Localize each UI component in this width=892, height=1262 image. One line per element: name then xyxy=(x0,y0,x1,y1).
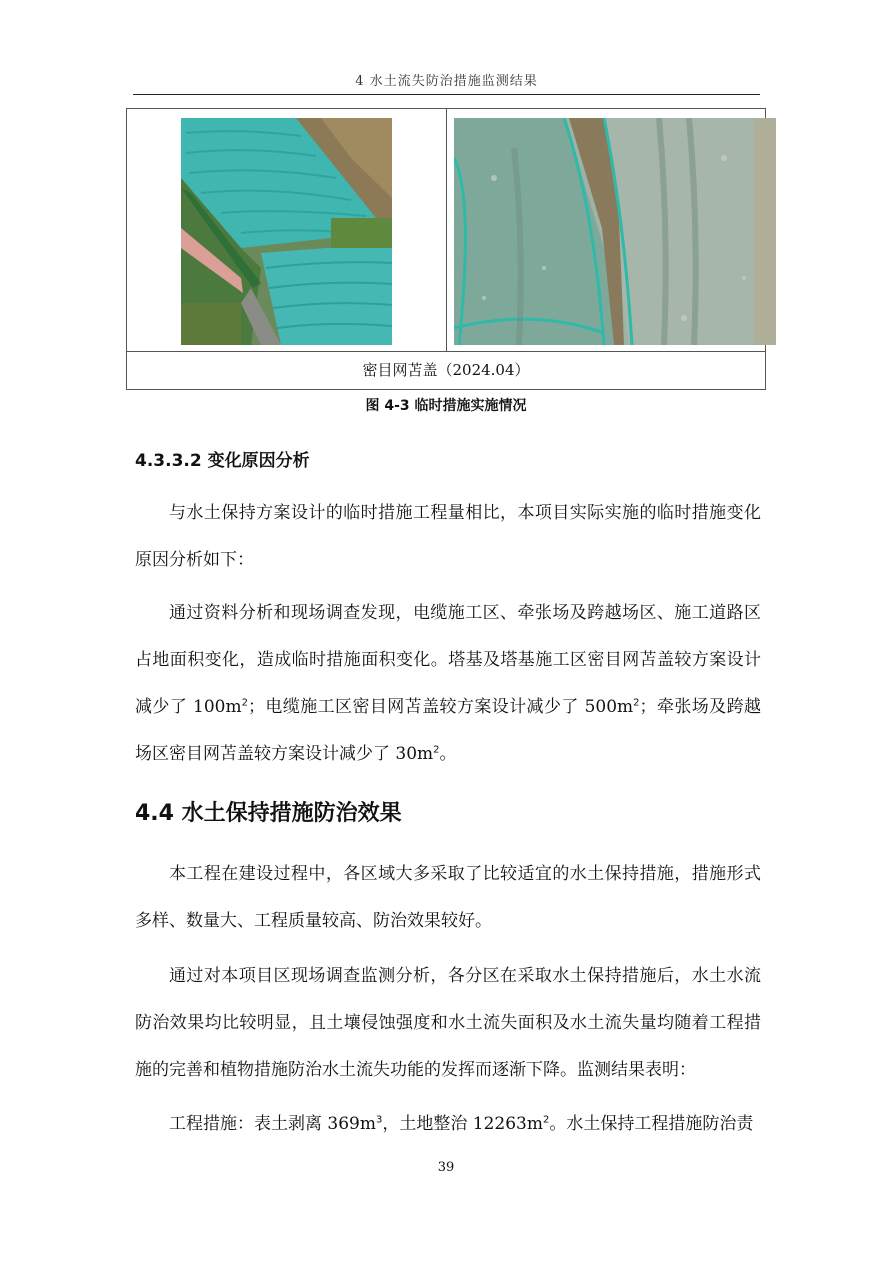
paragraph-44-1: 本工程在建设过程中，各区域大多采取了比较适宜的水土保持措施，措施形式多样、数量大、工程质量较高、防治效果较好。 xyxy=(135,864,761,931)
section-heading-44: 4.4 水土保持措施防治效果 xyxy=(135,801,402,826)
paragraph-44-2: 通过对本项目区现场调查监测分析，各分区在采取水土保持措施后，水土水流防治效果均比较明显，且土壤侵蚀强度和水土流失面积及水土流失量均随着工程措施的完善和植物措施防治水土流失功能的发挥而逐渐下降。监测结果表明： xyxy=(135,966,761,1080)
paragraph-44-3 xyxy=(135,1101,761,1148)
section-heading-4332: 4.3.3.2 变化原因分析 xyxy=(135,451,310,471)
paragraph-text: ；电缆施工区密目网苫盖较方案设计减少了 xyxy=(248,697,585,717)
photo-netting-ground-image xyxy=(454,118,776,345)
superscript: 2 xyxy=(433,744,440,756)
value-reduction-3: 30m xyxy=(395,744,434,764)
value-reduction-2: 500m xyxy=(584,697,634,717)
value-land-leveling: 12263m xyxy=(472,1114,543,1134)
paragraph-text: 。 xyxy=(439,744,457,764)
table-divider-vertical xyxy=(446,109,447,351)
value-topsoil-stripping: 369m xyxy=(327,1114,376,1134)
paragraph-text: 通过资料分析和现场调查发现，电缆施工区、牵张场及跨越场区、施工道路区占地面积变化，造成临时措施面积变化。塔基及塔基施工区密目网苫盖较方案设计减少了 xyxy=(135,603,761,717)
paragraph-4332-1: 与水土保持方案设计的临时措施工程量相比，本项目实际实施的临时措施变化原因分析如下： xyxy=(135,503,761,570)
running-header: 4 水土流失防治措施监测结果 xyxy=(133,72,760,95)
photo-caption: 密目网苫盖（2024.04） xyxy=(362,361,530,379)
paragraph-text: 工程措施：表土剥离 xyxy=(169,1114,328,1134)
paragraph-text: ，土地整治 xyxy=(382,1114,473,1134)
page-number: 39 xyxy=(437,1160,455,1175)
superscript: 2 xyxy=(633,697,640,709)
superscript: 3 xyxy=(375,1114,383,1126)
value-reduction-1: 100m xyxy=(193,697,242,717)
photo-netting-ground xyxy=(454,118,776,345)
paragraph-4332-2 xyxy=(135,590,761,778)
superscript: 2 xyxy=(241,697,248,709)
photo-netting-slope xyxy=(181,118,392,345)
paragraph-text: ；牵张场及跨越场区密目网苫盖较方案设计减少了 xyxy=(135,697,762,764)
figure-title: 图 4-3 临时措施实施情况 xyxy=(365,398,527,414)
superscript: 2 xyxy=(542,1114,550,1126)
photo-netting-slope-image xyxy=(181,118,392,345)
paragraph-text: 。水土保持工程措施防治责 xyxy=(549,1114,754,1134)
